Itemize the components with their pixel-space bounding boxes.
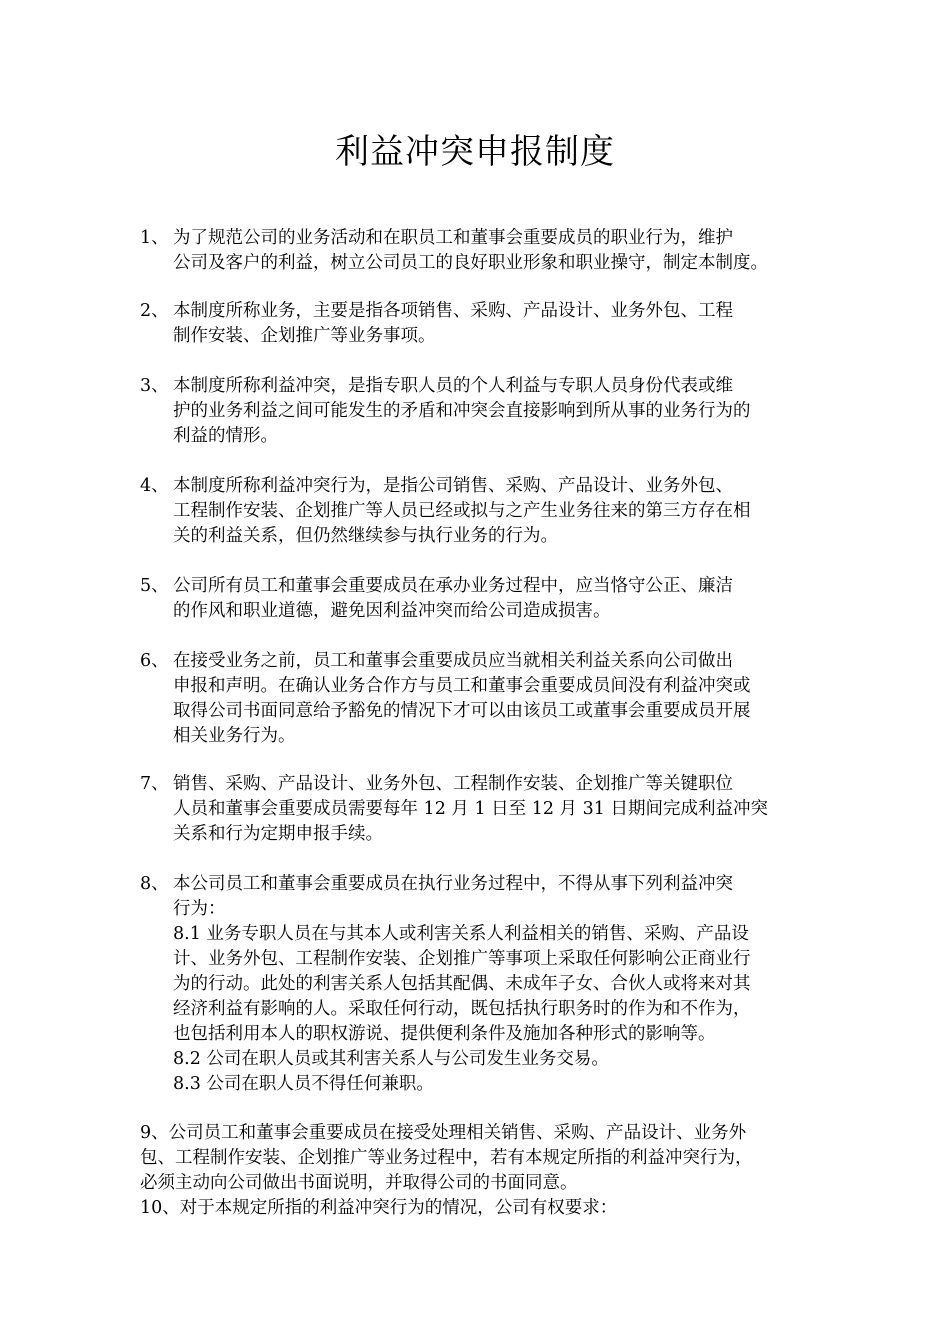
clause-line: 本制度所称利益冲突，是指专职人员的个人利益与专职人员身份代表或维 xyxy=(173,376,733,396)
clause-line: 10、对于本规定所指的利益冲突行为的情况，公司有权要求： xyxy=(140,1198,618,1218)
clause-line: 本公司员工和董事会重要成员在执行业务过程中，不得从事下列利益冲突 xyxy=(173,874,733,894)
clause-number: 1、 xyxy=(140,228,169,248)
clause-line: 取得公司书面同意给予豁免的情况下才可以由该员工或董事会重要成员开展 xyxy=(173,701,751,721)
clause-number: 4、 xyxy=(140,476,169,496)
clause-number: 6、 xyxy=(140,651,169,671)
clause-line: 在接受业务之前，员工和董事会重要成员应当就相关利益关系向公司做出 xyxy=(173,651,733,671)
clause-body xyxy=(173,872,830,1097)
clause-line: 相关业务行为。 xyxy=(173,726,296,746)
clause-line: 关系和行为定期申报手续。 xyxy=(173,824,383,844)
clause-5 xyxy=(140,574,830,624)
clause-line: 9、公司员工和董事会重要成员在接受处理相关销售、采购、产品设计、业务外 xyxy=(140,1123,747,1143)
document-title: 利益冲突申报制度 xyxy=(335,132,615,172)
clause-body xyxy=(173,226,830,276)
clause-1 xyxy=(140,226,830,276)
clause-2 xyxy=(140,299,830,349)
clause-line: 关的利益关系，但仍然继续参与执行业务的行为。 xyxy=(173,526,558,546)
clause-line: 计、业务外包、工程制作安装、企划推广等事项上采取任何影响公正商业行 xyxy=(173,949,751,969)
sub-clause-8-1: 8.1 业务专职人员在与其本人或利害关系人利益相关的销售、采购、产品设 xyxy=(173,924,749,944)
clause-line: 护的业务利益之间可能发生的矛盾和冲突会直接影响到所从事的业务行为的 xyxy=(173,401,751,421)
clause-4 xyxy=(140,474,830,549)
clause-line: 经济利益有影响的人。采取任何行动，既包括执行职务时的作为和不作为， xyxy=(173,999,751,1019)
clause-line: 为的行动。此处的利害关系人包括其配偶、未成年子女、合伙人或将来对其 xyxy=(173,974,751,994)
clause-9 xyxy=(140,1121,840,1196)
sub-clause-8-3: 8.3 公司在职人员不得任何兼职。 xyxy=(173,1074,434,1094)
sub-clause-8-2: 8.2 公司在职人员或其利害关系人与公司发生业务交易。 xyxy=(173,1049,609,1069)
clause-number: 7、 xyxy=(140,774,169,794)
clause-body xyxy=(173,574,830,624)
clause-line: 利益的情形。 xyxy=(173,426,278,446)
clause-body xyxy=(173,649,830,749)
clause-line: 公司及客户的利益，树立公司员工的良好职业形象和职业操守，制定本制度。 xyxy=(173,253,768,273)
clause-body xyxy=(173,474,830,549)
clause-body xyxy=(173,299,830,349)
clause-line: 销售、采购、产品设计、业务外包、工程制作安装、企划推广等关键职位 xyxy=(173,774,733,794)
clause-line: 公司所有员工和董事会重要成员在承办业务过程中，应当恪守公正、廉洁 xyxy=(173,576,733,596)
clause-line: 本制度所称业务，主要是指各项销售、采购、产品设计、业务外包、工程 xyxy=(173,301,733,321)
clause-line: 行为： xyxy=(173,899,226,919)
clause-number: 2、 xyxy=(140,301,169,321)
clause-10 xyxy=(140,1196,840,1221)
clause-line: 人员和董事会重要成员需要每年 12 月 1 日至 12 月 31 日期间完成利益冲突 xyxy=(173,799,768,819)
clause-body xyxy=(173,772,830,847)
clause-line: 也包括利用本人的职权游说、提供便利条件及施加各种形式的影响等。 xyxy=(173,1024,716,1044)
clause-3 xyxy=(140,374,830,449)
clause-number: 8、 xyxy=(140,874,169,894)
clause-line: 制作安装、企划推广等业务事项。 xyxy=(173,326,436,346)
clause-body xyxy=(173,374,830,449)
clause-line: 包、工程制作安装、企划推广等业务过程中，若有本规定所指的利益冲突行为， xyxy=(140,1148,753,1168)
clause-8 xyxy=(140,872,830,1097)
clause-line: 必须主动向公司做出书面说明，并取得公司的书面同意。 xyxy=(140,1173,578,1193)
clause-line: 申报和声明。在确认业务合作方与员工和董事会重要成员间没有利益冲突或 xyxy=(173,676,751,696)
clause-6 xyxy=(140,649,830,749)
clause-number: 3、 xyxy=(140,376,169,396)
clause-7 xyxy=(140,772,830,847)
clause-number: 5、 xyxy=(140,576,169,596)
clause-line: 本制度所称利益冲突行为，是指公司销售、采购、产品设计、业务外包、 xyxy=(173,476,733,496)
clause-line: 的作风和职业道德，避免因利益冲突而给公司造成损害。 xyxy=(173,601,611,621)
clause-line: 为了规范公司的业务活动和在职员工和董事会重要成员的职业行为，维护 xyxy=(173,228,733,248)
clause-line: 工程制作安装、企划推广等人员已经或拟与之产生业务往来的第三方存在相 xyxy=(173,501,751,521)
